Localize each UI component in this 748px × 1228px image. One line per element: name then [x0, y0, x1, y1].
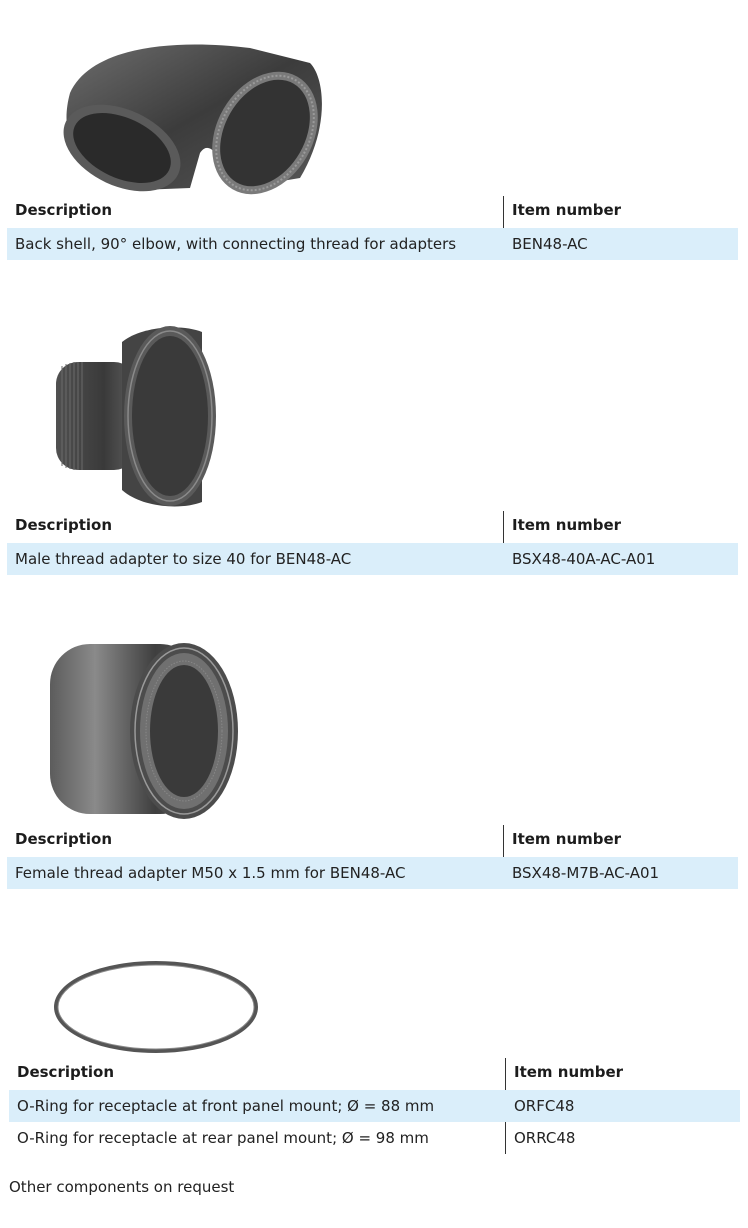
table-header-row — [7, 196, 738, 228]
description-header: Description — [15, 201, 113, 219]
description-cell: Female thread adapter M50 x 1.5 mm for BEN48-AC — [15, 864, 406, 882]
table-row — [7, 857, 738, 889]
table-row — [9, 1090, 740, 1122]
description-cell: O-Ring for receptacle at rear panel mount; Ø = 98 mm — [17, 1129, 429, 1147]
table-header-row — [9, 1058, 740, 1090]
male-thread-adapter-image — [52, 322, 220, 510]
description-cell: Male thread adapter to size 40 for BEN48-AC — [15, 550, 352, 568]
item-number-cell: ORFC48 — [514, 1097, 575, 1115]
table-row — [7, 228, 738, 260]
item-number-cell: BSX48-40A-AC-A01 — [512, 550, 656, 568]
spec-table-male-adapter — [7, 511, 738, 575]
description-header: Description — [15, 516, 113, 534]
table-header-row — [7, 511, 738, 543]
description-cell: Back shell, 90° elbow, with connecting thread for adapters — [15, 235, 457, 253]
item-number-cell: BSX48-M7B-AC-A01 — [512, 864, 660, 882]
item-number-cell: BEN48-AC — [512, 235, 588, 253]
item-number-header: Item number — [512, 201, 622, 219]
description-header: Description — [17, 1063, 115, 1081]
item-number-header: Item number — [512, 830, 622, 848]
item-number-header: Item number — [514, 1063, 624, 1081]
spec-table-elbow — [7, 196, 738, 260]
description-header: Description — [15, 830, 113, 848]
table-header-row — [7, 825, 738, 857]
footer-note: Other components on request — [9, 1178, 235, 1196]
o-ring-image — [52, 958, 260, 1056]
spec-table-female-adapter — [7, 825, 738, 889]
spec-table-o-ring — [9, 1058, 740, 1154]
elbow-back-shell-image — [50, 38, 335, 196]
table-row — [9, 1122, 740, 1154]
description-cell: O-Ring for receptacle at front panel mount; Ø = 88 mm — [17, 1097, 435, 1115]
female-thread-adapter-image — [46, 636, 242, 826]
item-number-header: Item number — [512, 516, 622, 534]
table-row — [7, 543, 738, 575]
item-number-cell: ORRC48 — [514, 1129, 576, 1147]
